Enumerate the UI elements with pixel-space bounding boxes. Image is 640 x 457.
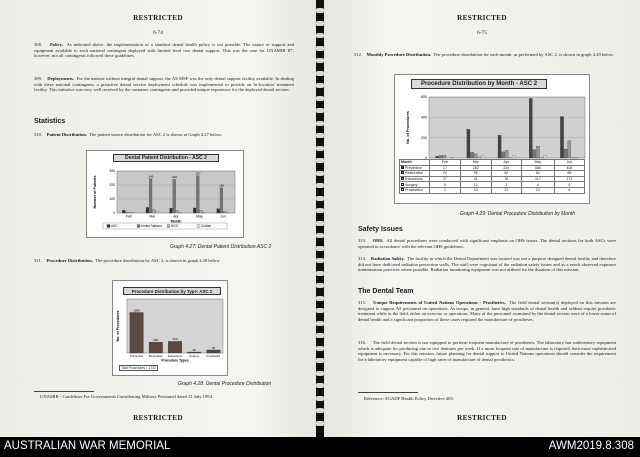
legend-swatch bbox=[107, 225, 110, 228]
table-cell: 22 bbox=[521, 187, 554, 193]
table-cell: 586 bbox=[521, 165, 554, 171]
table-cell: 24 bbox=[430, 171, 461, 177]
data-label: 300 bbox=[172, 337, 178, 342]
bar bbox=[536, 146, 539, 158]
x-tick-label: Restorative bbox=[148, 354, 163, 358]
binding-ring bbox=[316, 421, 324, 426]
monthly-procedure-chart bbox=[395, 75, 589, 161]
monthly-procedure-table bbox=[399, 159, 585, 194]
y-tick-label: 300 bbox=[109, 169, 115, 174]
legend-swatch bbox=[401, 166, 404, 169]
bar bbox=[478, 157, 481, 158]
binding-ring bbox=[316, 271, 324, 276]
table-cell: 2 bbox=[430, 187, 461, 193]
archive-accession-number: AWM2019.8.308 bbox=[548, 440, 634, 452]
table-header-cell: Feb bbox=[430, 160, 461, 166]
binding-ring bbox=[316, 58, 324, 63]
binding-ring bbox=[316, 371, 324, 376]
left-footer: RESTRICTED bbox=[133, 414, 183, 422]
bar bbox=[512, 156, 515, 158]
table-header-cell: Month bbox=[400, 160, 430, 166]
data-label: 180 bbox=[219, 183, 225, 188]
data-label: 267 bbox=[195, 171, 201, 176]
binding-ring bbox=[316, 46, 324, 51]
binding-spine bbox=[316, 0, 324, 437]
bar bbox=[170, 208, 173, 213]
left-footnote-rule bbox=[34, 391, 94, 392]
table-row-label: Preventive bbox=[400, 165, 430, 171]
legend-swatch bbox=[401, 188, 404, 191]
bar bbox=[176, 210, 179, 213]
bar bbox=[130, 313, 143, 354]
table-row-label: Extractions bbox=[400, 176, 430, 182]
bar bbox=[439, 156, 442, 158]
bar bbox=[156, 212, 159, 213]
bar bbox=[481, 156, 484, 158]
safety-heading: Safety Issues bbox=[358, 226, 403, 233]
chart1-title: Dental Patient Distribution - ASC 2 bbox=[113, 154, 219, 162]
legend-swatch bbox=[401, 177, 404, 180]
binding-ring bbox=[316, 121, 324, 126]
bar bbox=[149, 342, 162, 353]
data-label: 240 bbox=[171, 175, 177, 180]
archive-caption-bar bbox=[0, 437, 640, 457]
binding-ring bbox=[316, 233, 324, 238]
bar bbox=[122, 210, 125, 213]
legend-label: Civilian bbox=[201, 224, 212, 228]
binding-ring bbox=[316, 408, 324, 413]
x-axis-label: Procedure Types bbox=[161, 358, 189, 363]
bar bbox=[146, 207, 149, 213]
x-tick-label: Mar bbox=[149, 214, 156, 219]
x-tick-label: Extractions bbox=[168, 354, 182, 358]
table-cell: 56 bbox=[460, 171, 491, 177]
bar bbox=[196, 176, 199, 213]
table-header-cell: May bbox=[521, 160, 554, 166]
table-cell: 117 bbox=[521, 176, 554, 182]
chart3-title: Procedure Distribution by Month - ASC 2 bbox=[411, 79, 547, 89]
bar bbox=[505, 150, 508, 158]
x-tick-label: Surgery bbox=[189, 354, 200, 358]
right-footer: RESTRICTED bbox=[457, 414, 507, 422]
legend-swatch bbox=[401, 171, 404, 174]
statistics-heading: Statistics bbox=[34, 118, 66, 125]
paragraph-312: 312. Monthly Procedure Distribution. The procedure distribution for each month, as performed by ASC 2, is shown in graph 4.29 below. bbox=[354, 52, 614, 57]
binding-ring bbox=[316, 33, 324, 38]
binding-ring bbox=[316, 158, 324, 163]
x-tick-label: Preventive bbox=[129, 354, 144, 358]
binding-ring bbox=[316, 308, 324, 313]
y-tick-label: 0 bbox=[425, 156, 427, 161]
chart2-caption: Graph 4.28: Dental Procedure Distribution bbox=[178, 381, 272, 387]
bar bbox=[436, 156, 439, 158]
bar bbox=[126, 212, 129, 213]
binding-ring bbox=[316, 321, 324, 326]
table-cell: 171 bbox=[554, 176, 584, 182]
y-tick-label: 200 bbox=[421, 135, 427, 140]
table-cell: 5 bbox=[554, 182, 584, 188]
y-tick-label: 200 bbox=[109, 183, 115, 188]
table-cell: 17 bbox=[430, 165, 461, 171]
data-label: 78 bbox=[211, 345, 216, 350]
x-tick-label: May bbox=[196, 214, 203, 219]
table-header-cell: Apr bbox=[491, 160, 521, 166]
dental-team-heading: The Dental Team bbox=[358, 288, 414, 295]
right-header: RESTRICTED bbox=[457, 14, 507, 22]
bar bbox=[149, 179, 152, 213]
data-label: 25 bbox=[192, 347, 196, 352]
legend-swatch bbox=[197, 225, 200, 228]
procedure-type-chart bbox=[113, 281, 227, 375]
bar bbox=[560, 117, 563, 158]
bar bbox=[470, 152, 473, 158]
bar bbox=[568, 141, 571, 158]
bar bbox=[217, 209, 220, 213]
x-axis-label: Month bbox=[170, 219, 182, 224]
table-cell: 41 bbox=[460, 176, 491, 182]
bar bbox=[200, 210, 203, 213]
bar bbox=[187, 352, 200, 353]
bar bbox=[544, 156, 547, 158]
left-page bbox=[0, 0, 316, 437]
bar bbox=[467, 129, 470, 158]
right-page bbox=[324, 0, 640, 437]
legend-label: United Nations bbox=[141, 224, 162, 228]
binding-ring bbox=[316, 333, 324, 338]
table-header-cell: Mar bbox=[460, 160, 491, 166]
bar bbox=[498, 135, 501, 158]
paragraph-308: 308. Policy. As indicated above, the implementation of a standard dental health policy is not possible. The nature of support and equipment available to each national contingent deployed with limited level two dental support. This was the case for UNAMIR II*, however, not all contingents followed these guidelines. bbox=[34, 42, 295, 59]
binding-ring bbox=[316, 83, 324, 88]
binding-ring bbox=[316, 171, 324, 176]
binding-ring bbox=[316, 296, 324, 301]
legend-swatch bbox=[137, 225, 140, 228]
bar bbox=[571, 157, 574, 158]
table-cell: 88 bbox=[554, 171, 584, 177]
paragraph-316: 316. The field dental section is not equipped to perform frequent manufacture of prostheses. The laboratory has rudimentary equipment which is adequate for producing one or two dentures per week. If a more frequent rate of manufacture is required, then more sophisticated equipment is necessary. For this mission, future planning for dental support to United Nations operations should consider the requirement for a laboratory equipment capable of high rates of manufacture of dental prosthetics. bbox=[358, 340, 616, 362]
table-cell: 60 bbox=[491, 171, 521, 177]
paragraph-315: 315. Unique Requirements of United Nations Operations - Prosthetics. The field dental section(s) deployed on this mission are designed to support AS personnel on operations. As troops, in general, have high standards of dental health and seldom require prosthetic treatment while in the field, either on exercise or operations. Many of the personnel examined by the dental section were of a lower status of dental health and a significant proportion of these cases required the manufacture of prostheses. bbox=[358, 300, 616, 322]
bar bbox=[207, 350, 220, 353]
table-cell: 224 bbox=[491, 165, 521, 171]
legend-label: NGO bbox=[171, 224, 179, 228]
binding-ring bbox=[316, 246, 324, 251]
binding-ring bbox=[316, 21, 324, 26]
binding-ring bbox=[316, 196, 324, 201]
table-cell: 24 bbox=[460, 187, 491, 193]
binding-ring bbox=[316, 96, 324, 101]
table-cell: 12 bbox=[460, 182, 491, 188]
bar bbox=[223, 211, 226, 213]
right-page-number: 6-75 bbox=[477, 30, 487, 36]
legend-swatch bbox=[167, 225, 170, 228]
bar bbox=[226, 212, 229, 213]
binding-ring bbox=[316, 221, 324, 226]
table-cell: 3 bbox=[491, 182, 521, 188]
bar bbox=[179, 212, 182, 213]
table-header-cell: Jun bbox=[554, 160, 584, 166]
table-cell: 76 bbox=[491, 176, 521, 182]
monthly-procedure-figure bbox=[394, 74, 590, 204]
bar bbox=[193, 208, 196, 213]
binding-ring bbox=[316, 183, 324, 188]
y-tick-label: 600 bbox=[421, 95, 427, 100]
y-axis-label: No. of Procedures bbox=[116, 310, 120, 342]
table-cell: 408 bbox=[554, 165, 584, 171]
table-cell: 83 bbox=[521, 171, 554, 177]
bar bbox=[173, 179, 176, 213]
table-row-label: Surgery bbox=[400, 182, 430, 188]
x-tick-label: Prosthetics bbox=[206, 354, 221, 358]
chart1-caption: Graph 4.27: Dental Patient Distribution ASC 2 bbox=[170, 244, 272, 250]
left-footnote: UNAMIR - Guidelines For Governments Contributing Military Personnel dated 21 July 1994. bbox=[40, 394, 214, 399]
bar bbox=[533, 150, 536, 158]
patient-distribution-figure bbox=[86, 150, 244, 238]
binding-ring bbox=[316, 146, 324, 151]
data-label: 280 bbox=[153, 338, 159, 342]
bar bbox=[575, 157, 578, 158]
chart2-total-label: Total Procedures = 1733 bbox=[121, 366, 156, 370]
table-cell: 8 bbox=[554, 187, 584, 193]
y-tick-label: 0 bbox=[113, 211, 115, 216]
binding-ring bbox=[316, 346, 324, 351]
table-row bbox=[400, 187, 585, 193]
y-tick-label: 400 bbox=[421, 115, 427, 120]
bar bbox=[168, 341, 181, 353]
binding-ring bbox=[316, 133, 324, 138]
data-label: 1050 bbox=[133, 308, 140, 313]
bar bbox=[203, 212, 206, 213]
bar bbox=[529, 98, 532, 158]
binding-ring bbox=[316, 208, 324, 213]
archive-name: AUSTRALIAN WAR MEMORIAL bbox=[4, 440, 171, 452]
table-cell: 0 bbox=[430, 182, 461, 188]
legend-swatch bbox=[401, 183, 404, 186]
table-cell: 4 bbox=[521, 182, 554, 188]
bar bbox=[564, 149, 567, 158]
table-cell: 282 bbox=[460, 165, 491, 171]
chart3-caption: Graph 4.29: Dental Procedure Distribution by Month bbox=[460, 211, 576, 217]
paragraph-310: 310. Patient Distribution. The patient source distribution for ASC 2 is shown at Graph 4.27 below. bbox=[34, 132, 223, 137]
paragraph-313: 313. OHS. All dental procedures were conducted with significant emphasis on OHS issues. The dental sections for both ASCs were operated in accordance with the relevant OHS guidelines. bbox=[358, 238, 616, 249]
y-axis-label: No. of Procedures bbox=[406, 111, 410, 144]
paragraph-311: 311. Procedure Distribution. The procedure distribution by ASC 2, is shown in graph 4.28 below. bbox=[34, 258, 221, 263]
chart2-title: Procedure Distribution by Type: ASC 2 bbox=[123, 287, 221, 295]
bar bbox=[220, 188, 223, 213]
x-tick-label: Jun bbox=[220, 214, 226, 219]
y-tick-label: 100 bbox=[109, 197, 115, 202]
bar bbox=[474, 154, 477, 158]
bar bbox=[502, 152, 505, 158]
binding-ring bbox=[316, 283, 324, 288]
right-footnote: Reference: SGADF Health Policy Directive 403. bbox=[364, 396, 454, 401]
y-axis-label: Number of Patients bbox=[93, 175, 97, 209]
bar bbox=[152, 210, 155, 214]
binding-ring bbox=[316, 8, 324, 13]
left-header: RESTRICTED bbox=[133, 14, 183, 22]
procedure-type-figure bbox=[112, 280, 228, 376]
paragraph-314: 314. Radiation Safety. The facility in which the Dental Department was located was not a purpose designed dental facility and therefore did not have dedicated radiation protection walls. The staff were cognisant of the radiation safety issues and as a result observed exposure minimisation practices where possible. Radiation monitoring equipment was not utilised for the duration of this mission. bbox=[358, 256, 616, 273]
legend-label: ASC bbox=[111, 224, 118, 228]
binding-ring bbox=[316, 258, 324, 263]
data-label: 245 bbox=[148, 174, 154, 179]
patient-distribution-chart bbox=[87, 151, 243, 237]
paragraph-309: 309. Deployments. For the nations without integral dental support, the AS MSF was the only dental support facility available. In dealing with these national contingents, a proactive dental service deployment schedule was implemented to provide an 'in-location' treatment facility. This initiative was very well received by the customer contingents and provided unique experience for the deployed dental section. bbox=[34, 76, 295, 93]
table-row-label: Prosthetics bbox=[400, 187, 430, 193]
binding-ring bbox=[316, 108, 324, 113]
binding-ring bbox=[316, 396, 324, 401]
right-footnote-rule bbox=[358, 392, 418, 393]
x-tick-label: Apr bbox=[173, 214, 179, 219]
x-tick-label: Feb bbox=[125, 214, 132, 219]
table-cell: 27 bbox=[430, 176, 461, 182]
binding-ring bbox=[316, 71, 324, 76]
table-row-label: Restorative bbox=[400, 171, 430, 177]
table-cell: 22 bbox=[491, 187, 521, 193]
binding-ring bbox=[316, 383, 324, 388]
binding-ring bbox=[316, 358, 324, 363]
left-page-number: 6-74 bbox=[153, 30, 163, 36]
bar bbox=[443, 155, 446, 158]
